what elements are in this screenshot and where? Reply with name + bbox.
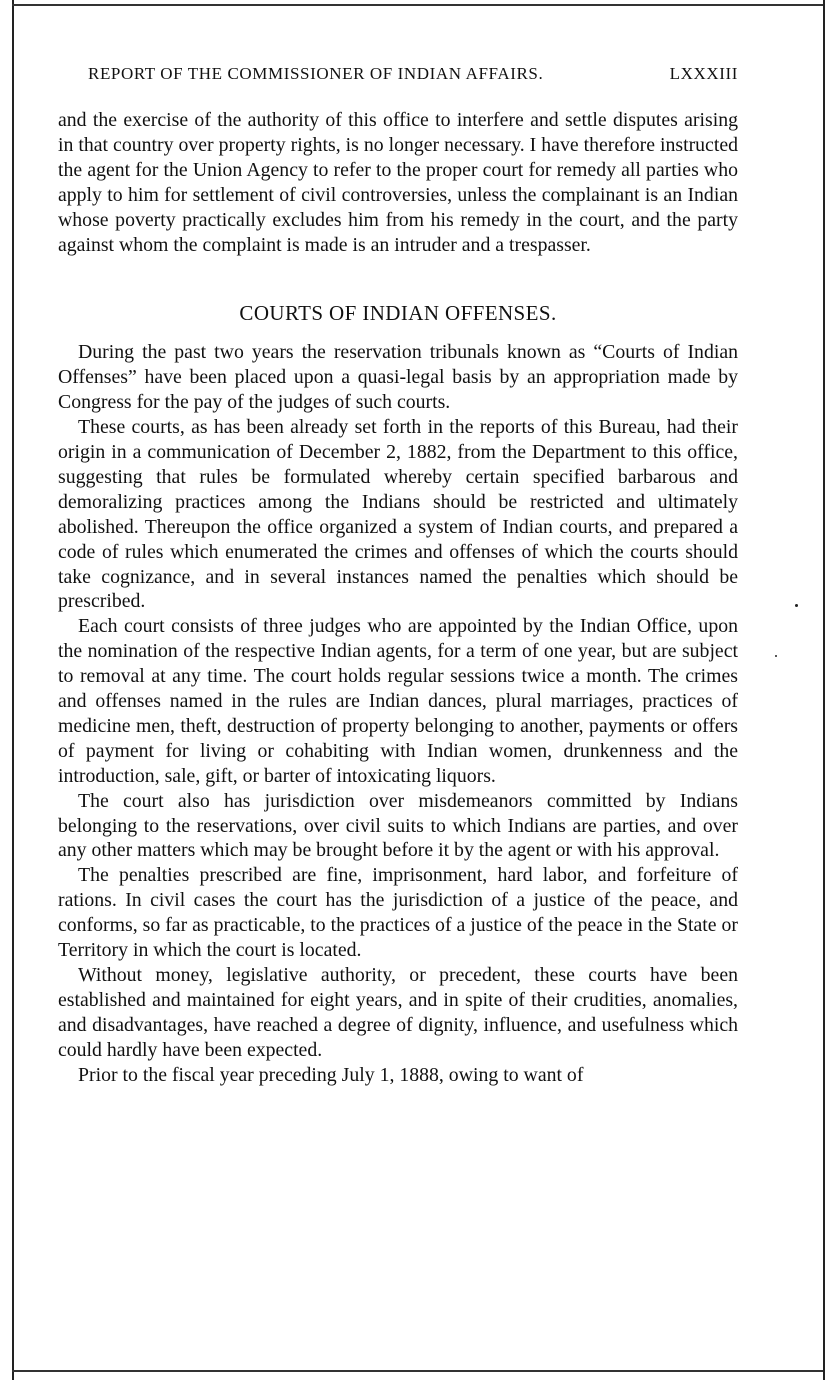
page-edge-top <box>12 4 823 6</box>
page-edge-bottom <box>12 1370 823 1372</box>
scan-speck <box>775 655 777 657</box>
header-title: REPORT OF THE COMMISSIONER OF INDIAN AFFAIRS. <box>88 64 544 83</box>
page-edge-right <box>823 0 825 1380</box>
section-heading: COURTS OF INDIAN OFFENSES. <box>239 301 557 326</box>
running-header <box>88 64 738 84</box>
paragraph: The court also has jurisdiction over misdemeanors committed by Indians belonging to the reservations, over civil suits to which Indians are parties, and over any other matters which may be brought before it by the agent or with his approval. <box>58 789 738 862</box>
paragraph: The penalties prescribed are fine, imprisonment, hard labor, and forfeiture of rations. In civil cases the court has the jurisdiction of a justice of the peace, and conforms, so far as practicable, to the practices of a justice of the peace in the State or Territory in which the court is located. <box>58 864 738 962</box>
paragraph: Without money, legislative authority, or precedent, these courts have been established and maintained for eight years, and in spite of their crudities, anomalies, and disadvantages, have reached a degree of dignity, influence, and usefulness which could hardly have been expected. <box>58 964 738 1061</box>
paragraph: During the past two years the reservation tribunals known as “Courts of Indian Offenses” have been placed upon a quasi-legal basis by an appropriation made by Congress for the pay of the judges of such courts. <box>58 341 738 414</box>
paragraph: Each court consists of three judges who are appointed by the Indian Office, upon the nomination of the respective Indian agents, for a term of one year, but are subject to removal at any time. The court holds regular sessions twice a month. The crimes and offenses named in the rules are Indian dances, plural marriages, practices of medicine men, theft, destruction of property belonging to another, payments or offers of payment for living or cohabiting with Indian women, drunkenness and the introduction, sale, gift, or barter of intoxicating liquors. <box>58 615 738 787</box>
paragraph: Prior to the fiscal year preceding July 1, 1888, owing to want of <box>78 1063 584 1086</box>
header-page-number: LXXXIII <box>669 64 738 83</box>
page-edge-left <box>12 0 14 1380</box>
body-text <box>58 108 738 1088</box>
scan-speck <box>795 604 798 607</box>
paragraph: These courts, as has been already set forth in the reports of this Bureau, had their origin in a communication of December 2, 1882, from the Department to this office, suggesting that rules be formulated whereby certain specified barbarous and demoralizing practices among the Indians should be restricted and ultimately abolished. Thereupon the office organized a system of Indian courts, and prepared a code of rules which enumerated the crimes and offenses of which the courts should take cognizance, and in several instances named the penalties which should be prescribed. <box>58 416 738 613</box>
paragraph-continuation: and the exercise of the authority of this office to interfere and settle disputes arising in that country over property rights, is no longer necessary. I have therefore instructed the agent for the Union Agency to refer to the proper court for remedy all parties who apply to him for settlement of civil controversies, unless the complainant is an Indian whose poverty practically excludes him from his remedy in the court, and the party against whom the complaint is made is an intruder and a trespasser. <box>58 109 738 256</box>
